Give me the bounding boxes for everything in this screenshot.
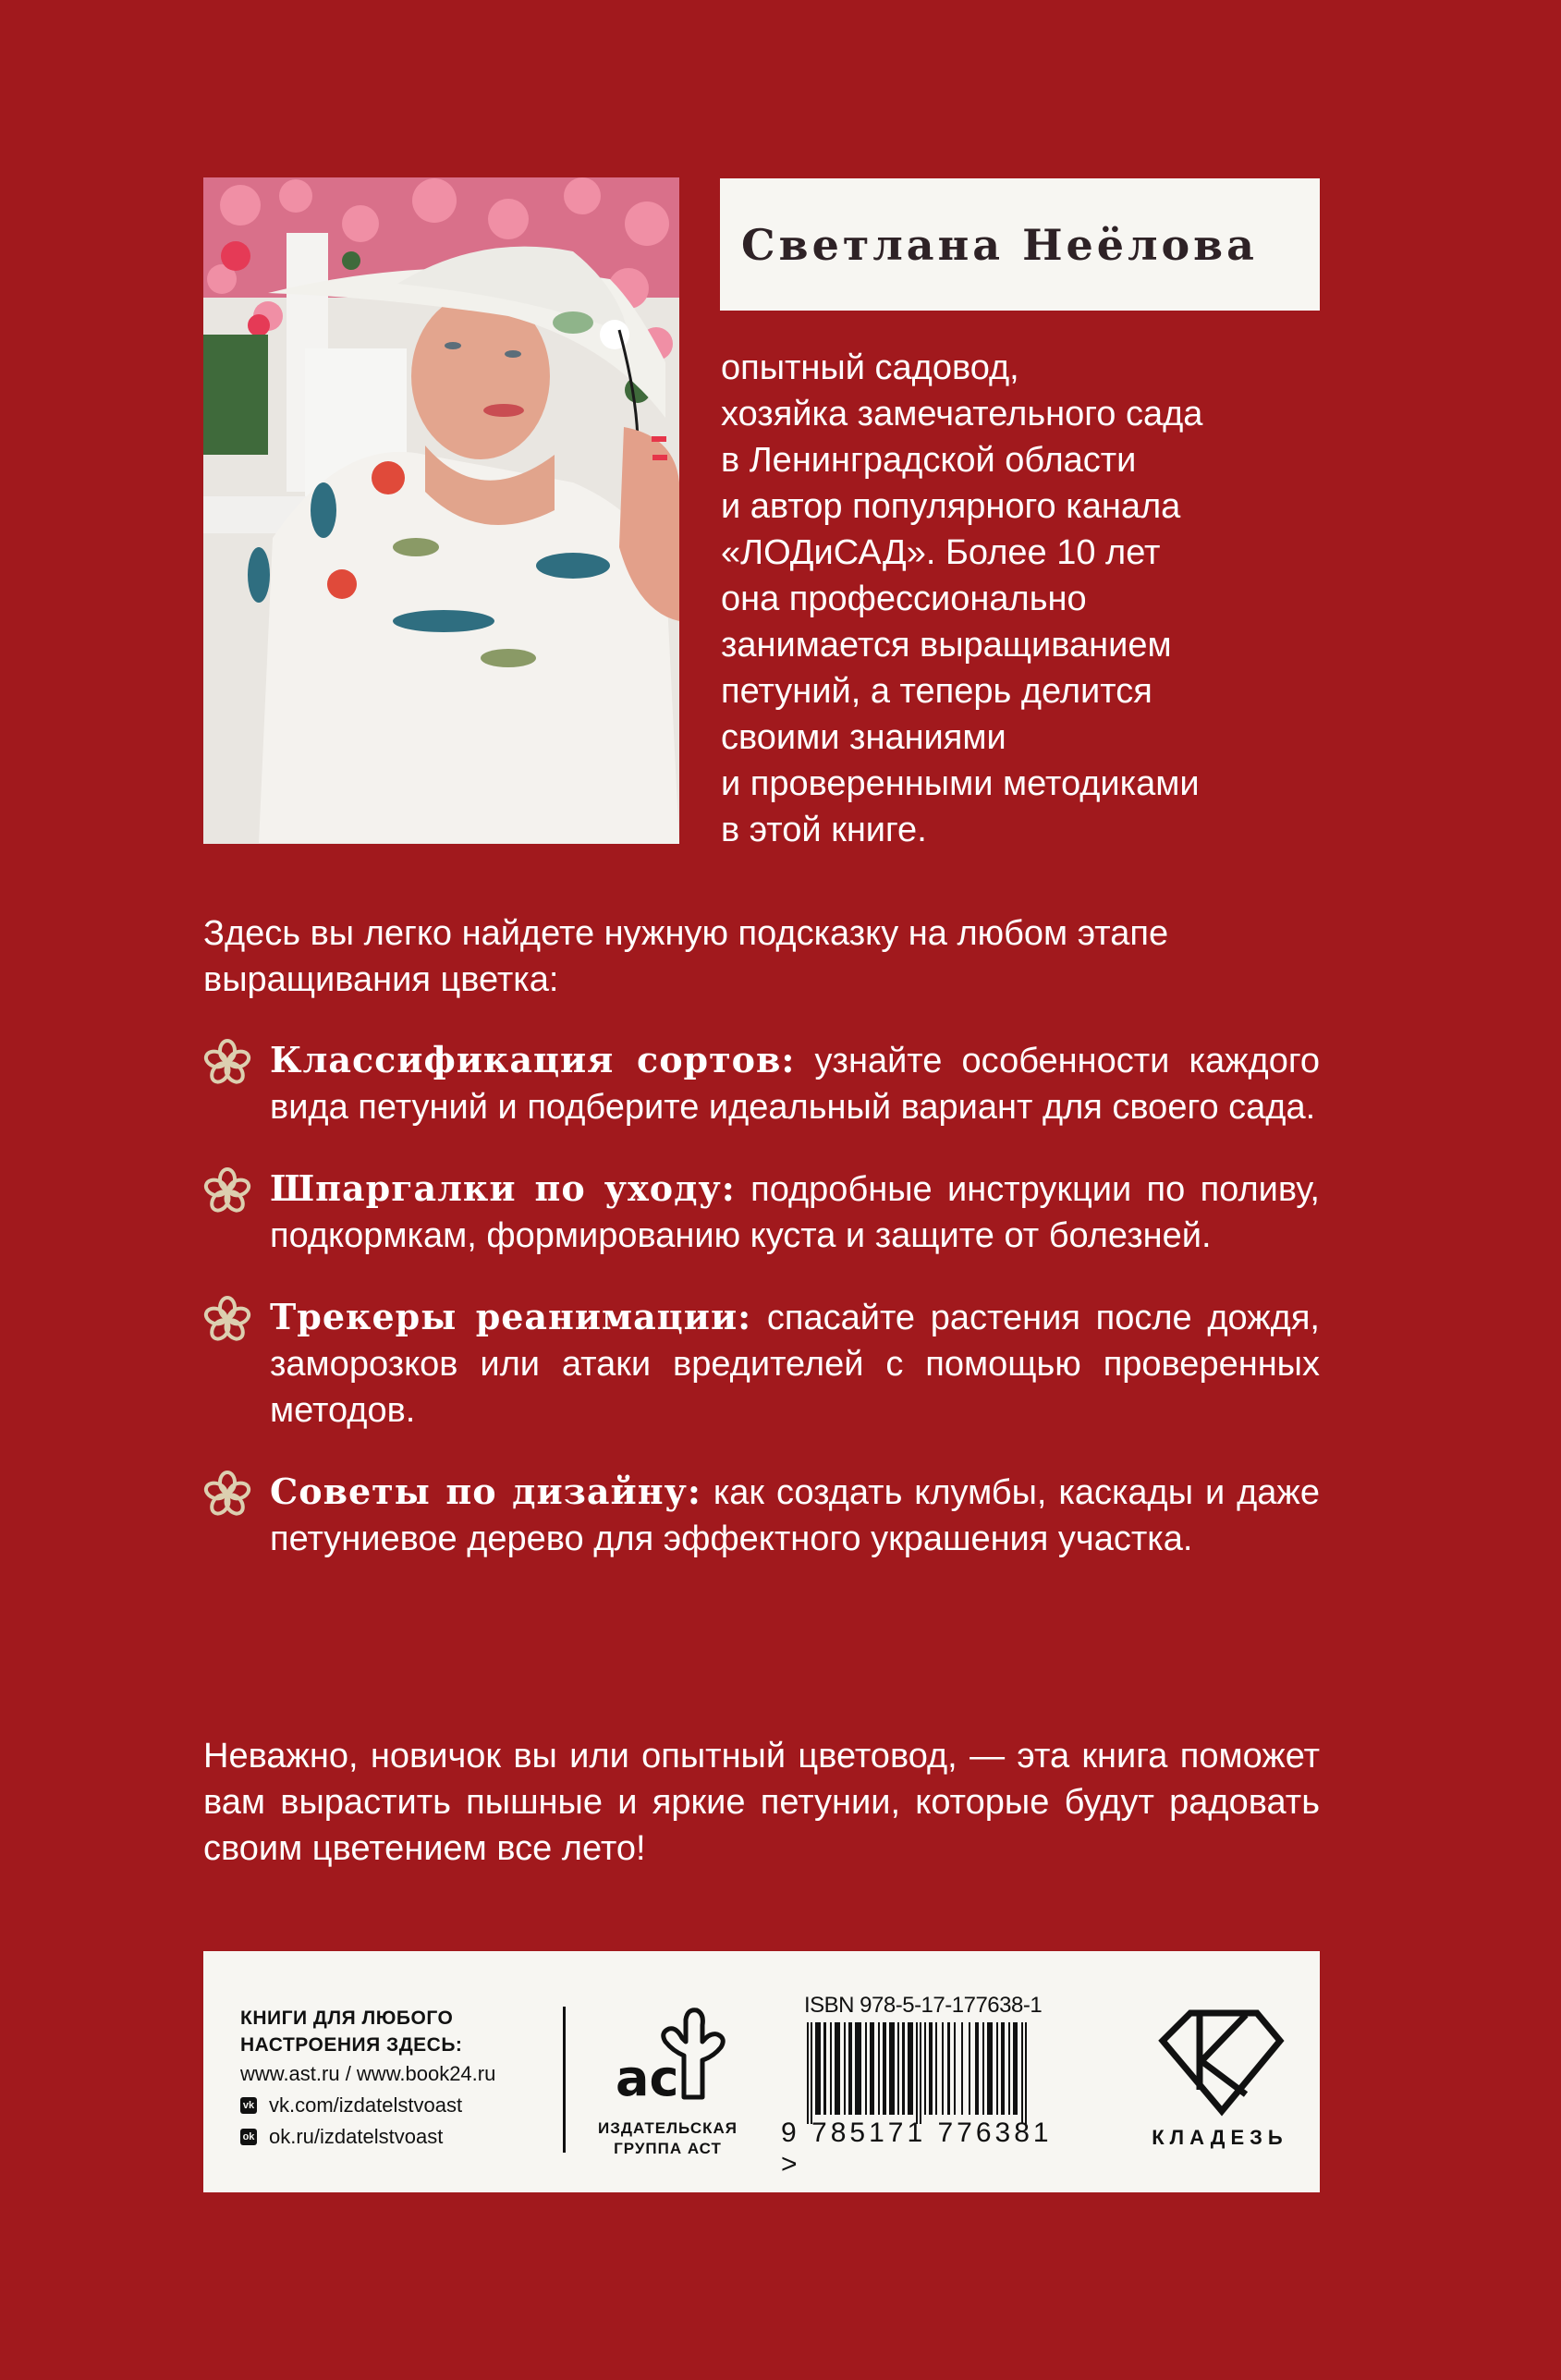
odnoklassniki-icon: ok <box>240 2129 257 2145</box>
feature-title: Шпаргалки по уходу: <box>270 1167 736 1209</box>
bio-line: своими знаниями <box>721 718 1006 757</box>
bio-line: «ЛОДиСАД». Более 10 лет <box>721 533 1161 572</box>
publisher-links <box>240 2005 545 2153</box>
flower-bullet-icon <box>203 1039 251 1087</box>
bio-line: и проверенными методиками <box>721 764 1200 803</box>
ok-link[interactable] <box>240 2121 545 2153</box>
feature-text: как создать клумбы, каскады и даже петуниевое дерево для эффектного украшения участка. <box>270 1473 1320 1558</box>
author-bio <box>721 345 1322 853</box>
vk-link[interactable] <box>240 2090 545 2121</box>
bio-line: в Ленинградской области <box>721 441 1137 480</box>
intro-paragraph: Здесь вы легко найдете нужную подсказку на любом этапе выращивания цветка: <box>203 914 1169 999</box>
author-name: Светлана Неёлова <box>741 219 1258 270</box>
feature-list <box>203 1037 1320 1597</box>
bio-line: хозяйка замечательного сада <box>721 395 1203 433</box>
feature-title: Трекеры реанимации: <box>270 1296 752 1337</box>
bio-line: в этой книге. <box>721 811 927 849</box>
flower-bullet-icon <box>203 1296 251 1344</box>
feature-text: подробные инструкции по поливу, подкормкам, формированию куста и защите от болезней. <box>270 1170 1320 1255</box>
publisher-name-line1: ИЗДАТЕЛЬСКАЯ <box>597 2119 738 2137</box>
publisher-panel <box>203 1951 1320 2192</box>
isbn-barcode <box>781 1993 1058 2179</box>
ok-link-text: ok.ru/izdatelstvoast <box>269 2125 444 2148</box>
feature-item <box>203 1469 1320 1562</box>
links-heading-line2: НАСТРОЕНИЯ ЗДЕСЬ: <box>240 2034 463 2056</box>
bio-line: и автор популярного канала <box>721 487 1181 526</box>
bio-line: петуний, а теперь делится <box>721 672 1152 711</box>
bio-line: опытный садовод, <box>721 348 1019 387</box>
author-photo <box>203 177 679 844</box>
diamond-k-icon <box>1155 2002 1285 2118</box>
ean-digits: 9 785171 776381 > <box>781 2118 1053 2179</box>
author-name-box <box>720 178 1320 311</box>
flower-bullet-icon <box>203 1471 251 1519</box>
feature-item <box>203 1294 1320 1434</box>
bio-line: занимается выращиванием <box>721 626 1172 665</box>
flower-bullet-icon <box>203 1167 251 1215</box>
imprint-name: КЛАДЕЗЬ <box>1152 2126 1288 2149</box>
barcode-bars <box>799 2022 1077 2124</box>
panel-divider <box>563 2007 566 2153</box>
isbn-number: ISBN 978-5-17-177638-1 <box>804 1993 1043 2018</box>
feature-title: Классификация сортов: <box>270 1039 796 1080</box>
links-heading-line1: КНИГИ ДЛЯ ЛЮБОГО <box>240 2008 454 2029</box>
feature-text: спасайте растения после дождя, заморозков или атаки вредителей с помощью проверенных методов. <box>270 1299 1320 1430</box>
ast-publisher-logo <box>596 2005 739 2162</box>
ast-cactus-icon <box>608 2005 728 2114</box>
vk-icon: vk <box>240 2097 257 2114</box>
feature-title: Советы по дизайну: <box>270 1471 701 1512</box>
svg-text:ас: ас <box>615 2049 678 2107</box>
publisher-name-line2: ГРУППА АСТ <box>614 2140 722 2157</box>
feature-item <box>203 1166 1320 1259</box>
kladez-imprint-logo <box>1146 2002 1294 2150</box>
feature-text: узнайте особенности каждого вида петуний и подберите идеальный вариант для своего сада. <box>270 1042 1320 1127</box>
outro-paragraph: Неважно, новичок вы или опытный цветовод, — эта книга поможет вам вырастить пышные и яркие петунии, которые будут радовать своим цветением все лето! <box>203 1737 1320 1868</box>
websites-link[interactable]: www.ast.ru / www.book24.ru <box>240 2062 496 2085</box>
bio-line: она профессионально <box>721 580 1087 618</box>
feature-item <box>203 1037 1320 1130</box>
vk-link-text: vk.com/izdatelstvoast <box>269 2093 463 2117</box>
